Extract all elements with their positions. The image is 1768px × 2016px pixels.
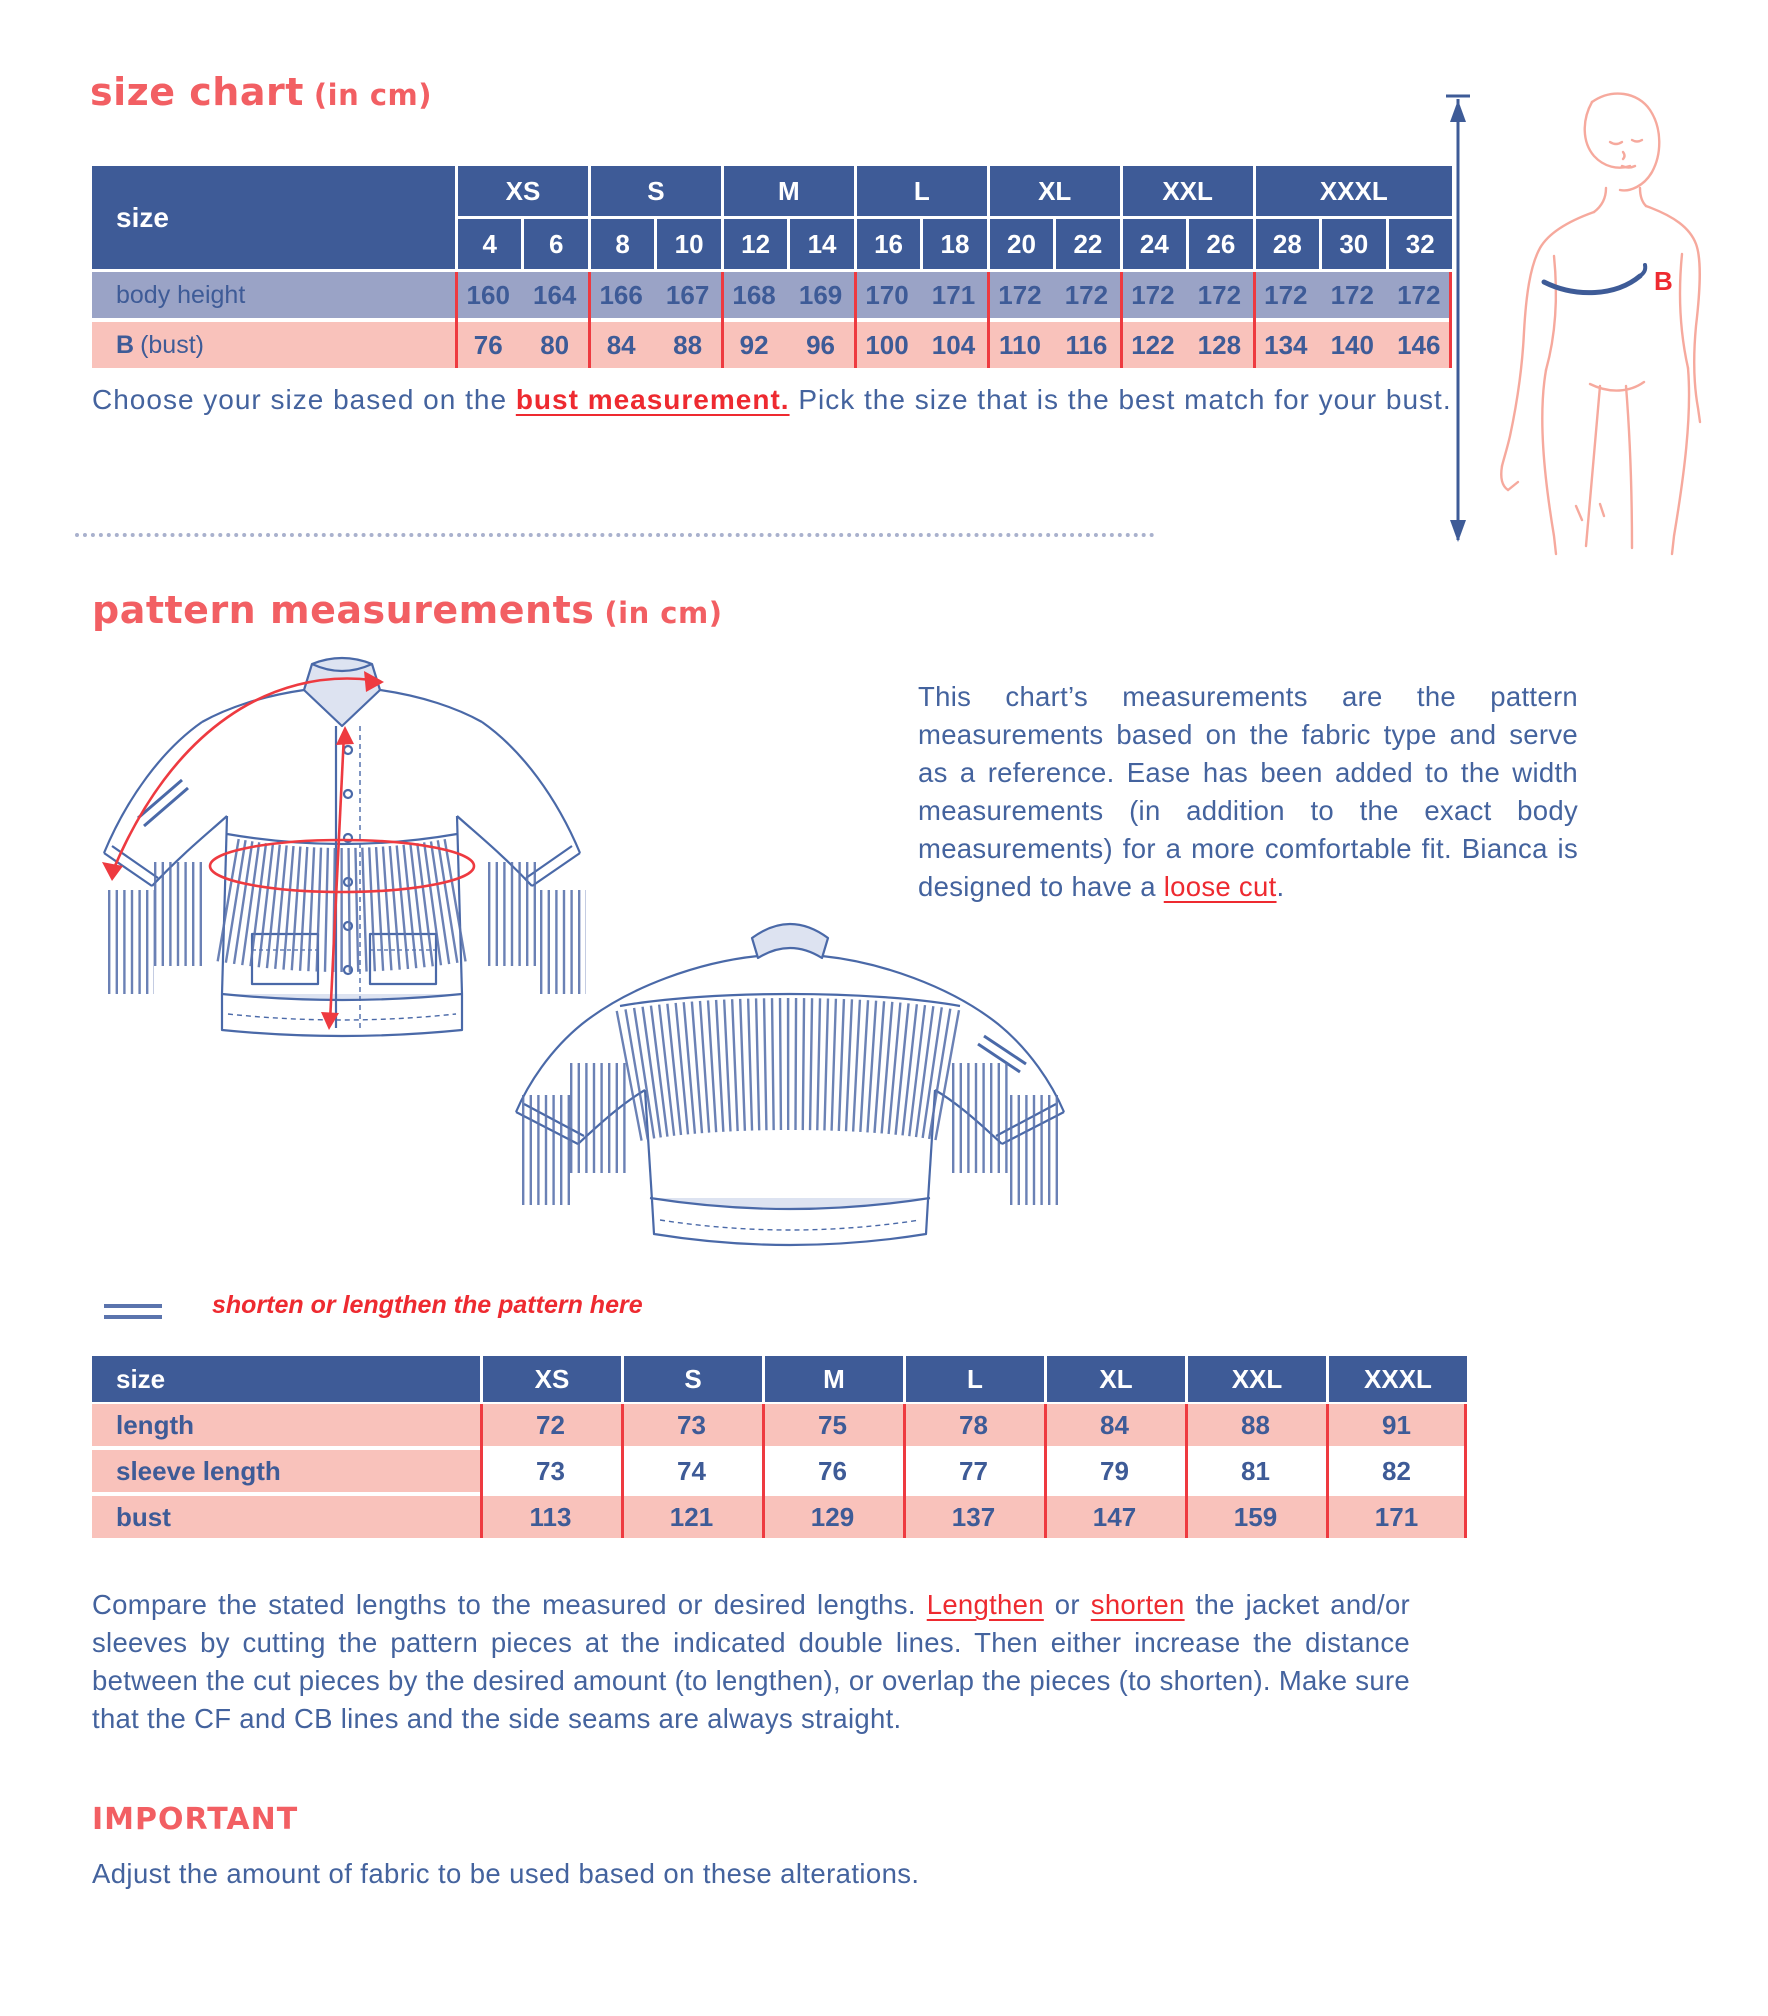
pattern-value: 121	[621, 1496, 762, 1538]
size-chart-value: 164	[521, 272, 587, 318]
size-chart-value: 92	[721, 322, 787, 368]
alteration-text-3: the jacket and/or sleeves by cutting the pattern pieces at the indicated double lines. Then either increase the distance between the cut pieces by the desired amount (to lengthen), or overlap the pieces (to shorten). Make sure that the CF and CB lines and the side seams are always straight.	[92, 1589, 1410, 1734]
pattern-value: 137	[903, 1496, 1044, 1538]
size-chart-row	[92, 322, 1452, 368]
size-number-label: 30	[1322, 219, 1385, 269]
woman-outline	[1501, 94, 1700, 554]
pattern-measurements-heading	[92, 588, 722, 632]
size-chart-value: 76	[455, 322, 521, 368]
size-number-label: 26	[1189, 219, 1252, 269]
pattern-value: 129	[762, 1496, 903, 1538]
pattern-size-label: XXL	[1188, 1356, 1326, 1402]
pattern-table-corner-label: size	[92, 1356, 480, 1402]
body-figure-illustration	[1440, 84, 1762, 566]
pattern-value: 113	[480, 1496, 621, 1538]
pattern-row-label: sleeve length	[92, 1450, 480, 1492]
size-chart-value: 84	[588, 322, 654, 368]
pattern-paragraph	[918, 678, 1578, 906]
size-group-label: XL	[990, 166, 1120, 216]
size-note-after: Pick the size that is the best match for your bust.	[789, 384, 1452, 415]
pattern-row-label: bust	[92, 1496, 480, 1538]
double-line-icon	[104, 1304, 162, 1326]
important-text: Adjust the amount of fabric to be used based on these alterations.	[92, 1858, 920, 1889]
pattern-value: 82	[1382, 1455, 1411, 1486]
size-chart-row	[92, 272, 1452, 318]
pattern-heading-unit: (in cm)	[604, 596, 723, 630]
size-chart-value: 172	[1319, 272, 1385, 318]
red-separator-line	[455, 272, 458, 368]
pattern-size-label: XXXL	[1329, 1356, 1467, 1402]
size-group-label: XXL	[1123, 166, 1253, 216]
pattern-value: 88	[1185, 1404, 1326, 1446]
bust-measurement-link[interactable]: bust measurement.	[515, 384, 790, 415]
pattern-size-label: M	[765, 1356, 903, 1402]
pattern-value: 73	[621, 1404, 762, 1446]
size-chart-value: 122	[1120, 322, 1186, 368]
pattern-value: 81	[1241, 1455, 1270, 1486]
size-chart-heading-unit: (in cm)	[313, 78, 432, 112]
alteration-text-1: Compare the stated lengths to the measured or desired lengths.	[92, 1589, 927, 1620]
red-separator-line	[1253, 272, 1256, 368]
red-separator-line	[588, 272, 591, 368]
size-number-label: 12	[724, 219, 787, 269]
figure-block	[1440, 84, 1762, 566]
size-chart-body	[92, 272, 1452, 368]
red-separator-line	[1120, 272, 1123, 368]
size-chart-value: 160	[455, 272, 521, 318]
loose-cut-link[interactable]: loose cut	[1163, 871, 1277, 902]
size-group-label: L	[857, 166, 987, 216]
pattern-value: 84	[1044, 1404, 1185, 1446]
size-chart-header	[92, 166, 1452, 269]
pattern-size-label: XS	[483, 1356, 621, 1402]
size-chart-value: 172	[987, 272, 1053, 318]
alteration-paragraph	[92, 1586, 1410, 1738]
pattern-value: 76	[818, 1455, 847, 1486]
size-chart-value: 166	[588, 272, 654, 318]
size-chart-value: 167	[654, 272, 720, 318]
size-number-label: 8	[591, 219, 654, 269]
pattern-paragraph-end: .	[1276, 871, 1285, 902]
pattern-value: 77	[959, 1455, 988, 1486]
size-chart-value: 168	[721, 272, 787, 318]
size-number-label: 24	[1123, 219, 1186, 269]
pattern-size-label: L	[906, 1356, 1044, 1402]
size-number-label: 16	[857, 219, 920, 269]
lengthen-link[interactable]: Lengthen	[926, 1589, 1044, 1620]
bust-line	[1544, 265, 1645, 293]
jacket-back-illustration	[470, 898, 1110, 1278]
pattern-table	[92, 1356, 1467, 1538]
alteration-text-2: or	[1043, 1589, 1091, 1620]
size-chart-value: 172	[1053, 272, 1119, 318]
shorten-link[interactable]: shorten	[1090, 1589, 1185, 1620]
size-number-label: 32	[1389, 219, 1452, 269]
pattern-value: 75	[762, 1404, 903, 1446]
red-separator-line	[1464, 1404, 1467, 1538]
back-fringe	[522, 1064, 1058, 1150]
red-separator-line	[621, 1404, 624, 1538]
size-group-label: XXXL	[1256, 166, 1452, 216]
size-chart-row-label: body height	[92, 272, 455, 318]
size-group-label: S	[591, 166, 721, 216]
size-number-label: 14	[790, 219, 853, 269]
size-group-label: M	[724, 166, 854, 216]
pattern-heading-text: pattern measurements	[92, 588, 595, 632]
size-chart-value: 134	[1253, 322, 1319, 368]
legend-text: shorten or lengthen the pattern here	[212, 1291, 643, 1319]
pattern-value: 171	[1326, 1496, 1467, 1538]
important-heading: IMPORTANT	[92, 1802, 299, 1837]
pattern-paragraph-text: This chart’s measurements are the pattern measurements based on the fabric type and serve as a reference. Ease has been added to the width measurements (in addition to the exact body measurements) for a more comfortable fit. Bianca is designed to have a	[918, 681, 1578, 902]
size-group-label: XS	[458, 166, 588, 216]
size-chart-value: 96	[787, 322, 853, 368]
size-chart-value: 80	[521, 322, 587, 368]
red-separator-line	[1185, 1404, 1188, 1538]
pattern-value: 73	[536, 1455, 565, 1486]
size-chart-value: 172	[1120, 272, 1186, 318]
size-chart-heading	[90, 70, 432, 114]
pattern-value: 91	[1326, 1404, 1467, 1446]
pattern-table-body	[92, 1404, 1467, 1538]
size-chart-value: 146	[1386, 322, 1452, 368]
size-chart-value: 116	[1053, 322, 1119, 368]
size-chart-value: 172	[1253, 272, 1319, 318]
pattern-value: 74	[677, 1455, 706, 1486]
red-separator-line	[762, 1404, 765, 1538]
pattern-table-row	[92, 1450, 1467, 1492]
size-number-label: 20	[990, 219, 1053, 269]
size-chart-value: 128	[1186, 322, 1252, 368]
pattern-size-label: XL	[1047, 1356, 1185, 1402]
height-arrow-icon	[1446, 96, 1470, 542]
size-chart-table	[92, 166, 1452, 368]
size-chart-value: 172	[1386, 272, 1452, 318]
red-separator-line	[1044, 1404, 1047, 1538]
pattern-value: 147	[1044, 1496, 1185, 1538]
pattern-table-row	[92, 1404, 1467, 1446]
size-chart-value: 169	[787, 272, 853, 318]
size-number-label: 28	[1256, 219, 1319, 269]
pattern-value: 79	[1100, 1455, 1129, 1486]
red-separator-line	[721, 272, 724, 368]
size-note-before: Choose your size based on the	[92, 384, 516, 415]
size-chart-value: 88	[654, 322, 720, 368]
red-separator-line	[480, 1404, 483, 1538]
size-chart-value: 100	[854, 322, 920, 368]
pattern-table-row	[92, 1496, 1467, 1538]
size-chart-corner-label: size	[92, 166, 455, 269]
pattern-value: 78	[903, 1404, 1044, 1446]
size-chart-value: 104	[920, 322, 986, 368]
size-number-label: 18	[923, 219, 986, 269]
red-separator-line	[1326, 1404, 1329, 1538]
size-chart-value: 172	[1186, 272, 1252, 318]
size-chart-row-label: B (bust)	[92, 322, 455, 368]
pattern-value: 72	[480, 1404, 621, 1446]
section-divider	[75, 533, 1155, 537]
size-chart-value: 170	[854, 272, 920, 318]
size-number-label: 6	[524, 219, 587, 269]
pattern-row-label: length	[92, 1404, 480, 1446]
size-chart-heading-text: size chart	[90, 70, 304, 114]
size-chart-value: 110	[987, 322, 1053, 368]
size-chart-value: 171	[920, 272, 986, 318]
size-number-label: 22	[1056, 219, 1119, 269]
size-number-label: 10	[657, 219, 720, 269]
red-separator-line	[903, 1404, 906, 1538]
bust-letter-label: B	[1654, 266, 1673, 296]
red-separator-line	[987, 272, 990, 368]
red-separator-line	[854, 272, 857, 368]
pattern-value: 159	[1185, 1496, 1326, 1538]
size-note	[92, 384, 1452, 416]
pattern-size-label: S	[624, 1356, 762, 1402]
pattern-table-header	[92, 1356, 1467, 1402]
size-chart-value: 140	[1319, 322, 1385, 368]
size-number-label: 4	[458, 219, 521, 269]
